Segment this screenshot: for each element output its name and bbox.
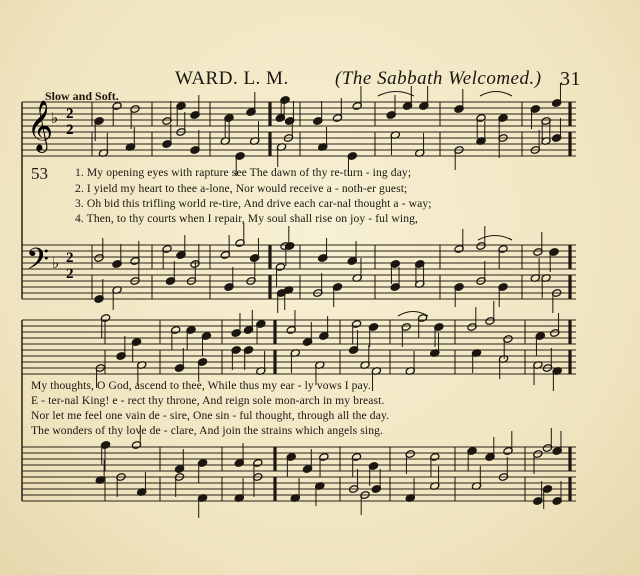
treble-clef-icon: 𝄞	[27, 100, 54, 151]
staff-lines	[22, 102, 576, 501]
page-number: 31	[560, 68, 581, 90]
lyric-line-verse-3: 3. Oh bid this trifling world re-tire, And drive each car-nal thought a - way;	[75, 197, 432, 210]
hymn-title: WARD. L. M.	[175, 68, 289, 89]
hymn-number: 53	[31, 164, 48, 183]
slur-mark	[378, 92, 414, 97]
bar-lines	[22, 102, 570, 501]
time-signature-bottom: 2	[66, 122, 74, 138]
bass-clef-icon: 𝄢	[26, 243, 50, 284]
lyric-line-verse-1: 1. My opening eyes with rapture see The dawn of thy re-turn - ing day;	[75, 166, 412, 179]
slur-mark	[478, 236, 512, 241]
hymn-subtitle: (The Sabbath Welcomed.)	[335, 68, 542, 89]
lyric-line-verse-3-cont: Nor let me feel one vain de - sire, One sin - ful thought, through all the day.	[31, 409, 390, 422]
lyric-line-verse-2: 2. I yield my heart to thee a-lone, Nor would receive a - noth-er guest;	[75, 182, 408, 195]
lyric-line-verse-2-cont: E - ter-nal King! e - rect thy throne, And reign sole mon-arch in my breast.	[31, 394, 385, 407]
flat-icon: ♭	[52, 254, 60, 272]
slur-mark	[480, 92, 512, 97]
tempo-marking: Slow and Soft.	[45, 89, 119, 103]
clefs-and-signatures	[26, 100, 74, 284]
time-signature-bottom: 2	[66, 266, 74, 282]
lyric-line-verse-4-cont: The wonders of thy love de - clare, And join the strains which angels sing.	[31, 424, 384, 437]
flat-icon: ♭	[51, 109, 59, 127]
time-signature-top: 2	[66, 250, 74, 266]
slur-mark	[398, 312, 428, 317]
time-signature-top: 2	[66, 106, 74, 122]
lyric-line-verse-4: 4. Then, to thy courts when I repair, My soul shall rise on joy - ful wing,	[75, 212, 418, 225]
lyric-line-verse-1-cont: My thoughts, O God, ascend to thee, While thus my ear - ly vows I pay.	[31, 379, 371, 392]
